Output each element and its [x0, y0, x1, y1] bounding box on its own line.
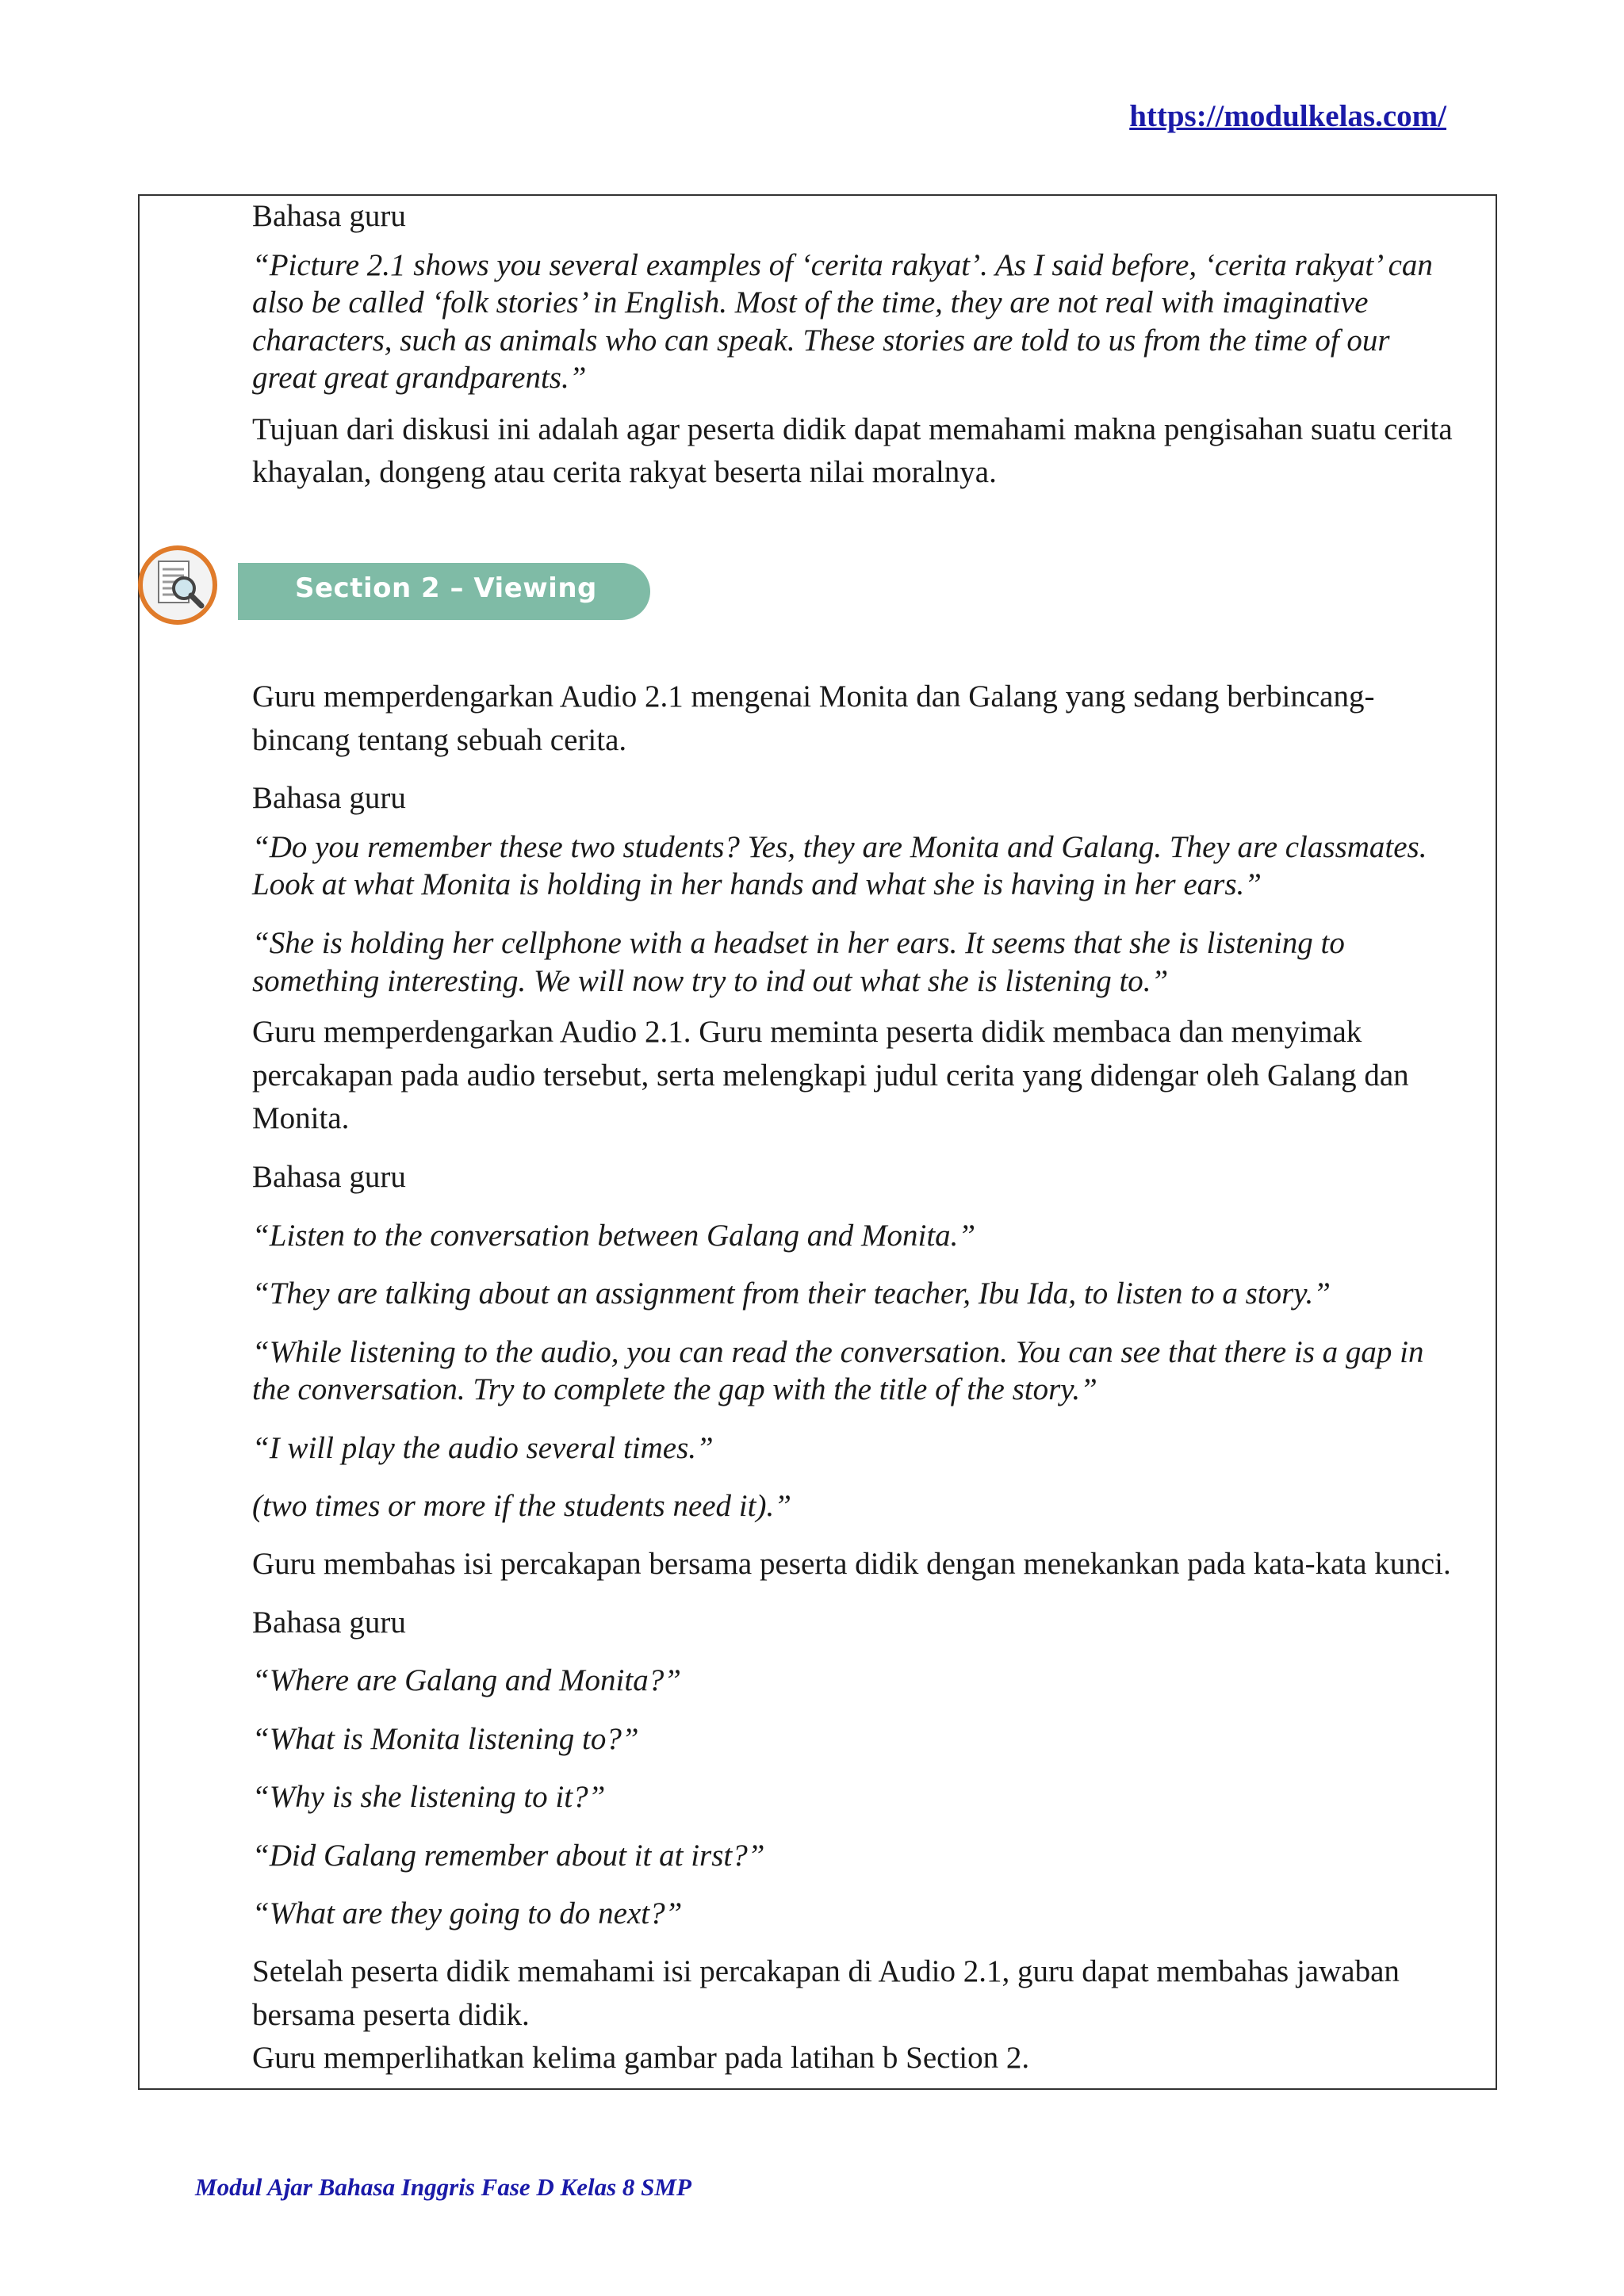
teacher-quote: “While listening to the audio, you can read the conversation. You can see that there is a gap in the conversation. Try to complete the gap with the title of the story.”: [252, 1334, 1424, 1407]
paragraph-discussion: Guru membahas isi percakapan bersama peserta didik dengan menekankan pada kata-kata kunci.: [252, 1546, 1451, 1581]
teacher-question: “What are they going to do next?”: [252, 1896, 683, 1931]
magnifier-document-icon: [135, 542, 220, 628]
section-title: Section 2 – Viewing: [295, 572, 597, 605]
teacher-question: “Where are Galang and Monita?”: [252, 1663, 681, 1698]
teacher-quote: “I will play the audio several times.”: [252, 1430, 714, 1465]
label-bahasa-guru: Bahasa guru: [252, 781, 406, 816]
teacher-quote: “She is holding her cellphone with a headset in her ears. It seems that she is listening to something interesting. We will now try to ind out what she is listening to.”: [252, 926, 1345, 998]
paragraph-answers: Setelah peserta didik memahami isi percakapan di Audio 2.1, guru dapat membahas jawaban bersama peserta didik.: [252, 1954, 1400, 2032]
section-banner: [190, 542, 1456, 629]
teacher-question: “What is Monita listening to?”: [252, 1721, 639, 1756]
teacher-quote: “Listen to the conversation between Galang and Monita.”: [252, 1218, 976, 1253]
content-column: [252, 194, 1456, 2080]
label-bahasa-guru: Bahasa guru: [252, 1605, 406, 1640]
label-bahasa-guru: Bahasa guru: [252, 199, 406, 233]
paragraph-instruction: Guru memperdengarkan Audio 2.1. Guru meminta peserta didik membaca dan menyimak percakapan pada audio tersebut, serta melengkapi judul cerita yang didengar oleh Galang dan Monita.: [252, 1015, 1409, 1136]
header-url-link[interactable]: https://modulkelas.com/: [1129, 99, 1446, 133]
teacher-quote: “They are talking about an assignment from their teacher, Ibu Ida, to listen to a story.”: [252, 1276, 1331, 1311]
teacher-quote: (two times or more if the students need it).”: [252, 1489, 791, 1524]
teacher-question: “Why is she listening to it?”: [252, 1780, 606, 1815]
paragraph-objective: Tujuan dari diskusi ini adalah agar peserta didik dapat memahami makna pengisahan suatu cerita khayalan, dongeng atau cerita rakyat beserta nilai moralnya.: [252, 411, 1453, 490]
teacher-question: “Did Galang remember about it at irst?”: [252, 1838, 765, 1873]
paragraph-pictures: Guru memperlihatkan kelima gambar pada latihan b Section 2.: [252, 2041, 1030, 2076]
teacher-quote: “Picture 2.1 shows you several examples of ‘cerita rakyat’. As I said before, ‘cerita rakyat’ can also be called ‘folk stories’ in English. Most of the time, they are not real with imaginative characters, such as animals who can speak. These stories are told to us from the time of our great great grandparents.”: [252, 247, 1433, 396]
label-bahasa-guru: Bahasa guru: [252, 1159, 406, 1194]
paragraph-intro: Guru memperdengarkan Audio 2.1 mengenai Monita dan Galang yang sedang berbincang-bincang tentang sebuah cerita.: [252, 679, 1375, 757]
teacher-quote: “Do you remember these two students? Yes, they are Monita and Galang. They are classmates. Look at what Monita is holding in her hands and what she is having in her ears.”: [252, 829, 1427, 902]
footer-title: Modul Ajar Bahasa Inggris Fase D Kelas 8 SMP: [195, 2173, 691, 2201]
